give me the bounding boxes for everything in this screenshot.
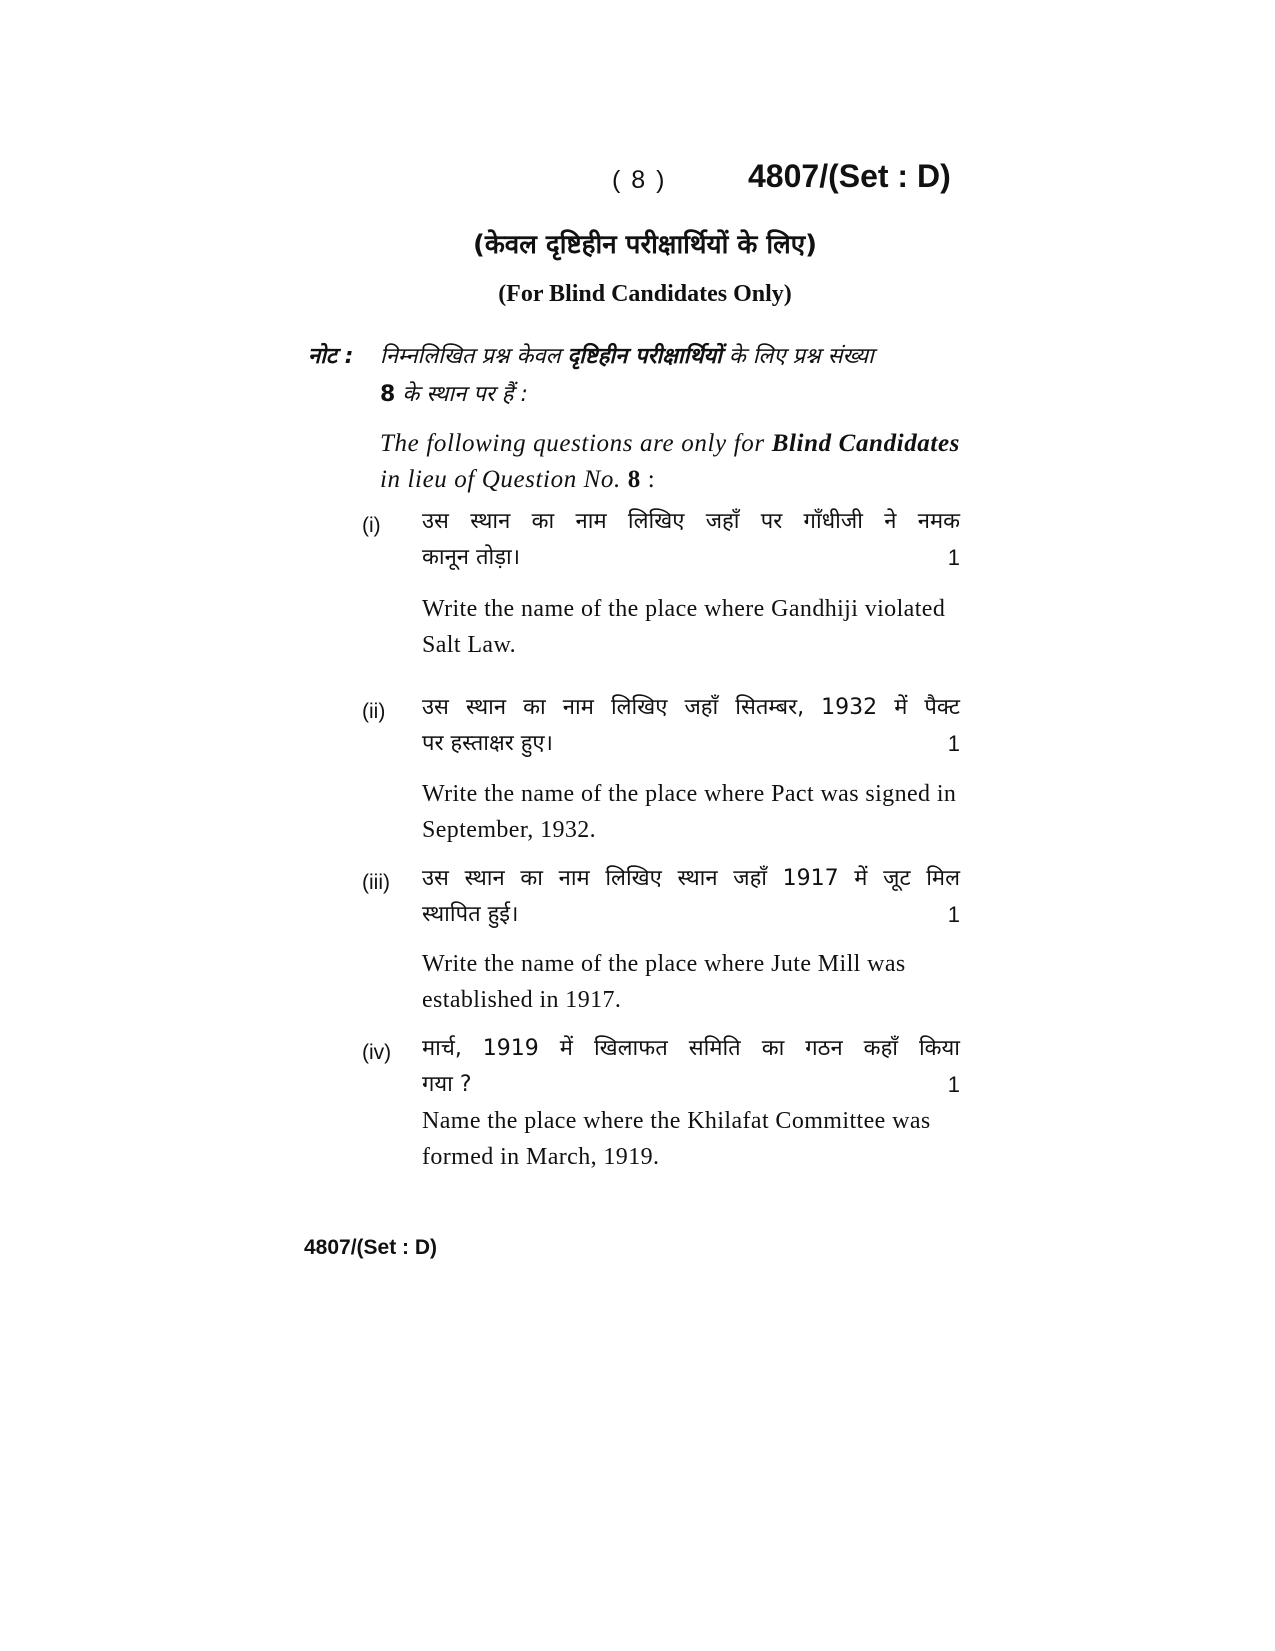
question-number: (iv) [362, 1041, 392, 1064]
note-label: नोट : [308, 344, 354, 369]
paper-code-footer: 4807/(Set : D) [304, 1236, 438, 1259]
note-hindi-bold: दृष्टिहीन परीक्षार्थियों [567, 344, 722, 369]
note-english-bold: Blind Candidates [771, 430, 960, 457]
question-english: Name the place where the Khilafat Committee was formed in March, 1919. [422, 1108, 931, 1170]
note-hindi-part2: के लिए प्रश्न संख्या [728, 344, 874, 369]
note-english-part2: in lieu of Question No. [380, 466, 621, 493]
question-hindi-line1: उस स्थान का नाम लिखिए जहाँ पर गाँधीजी ने नमक [422, 509, 960, 534]
question-marks: 1 [947, 731, 960, 756]
note-english-number: 8 [627, 466, 641, 493]
question-number: (iii) [362, 871, 390, 894]
note-hindi-part3: के स्थान पर हैं : [402, 382, 528, 407]
page-number: ( 8 ) [612, 166, 667, 194]
section-title-english: (For Blind Candidates Only) [498, 281, 792, 307]
question-hindi-line2 [422, 540, 960, 576]
section-title-hindi: (केवल दृष्टिहीन परीक्षार्थियों के लिए) [472, 230, 818, 260]
question-english: Write the name of the place where Gandhiji violated Salt Law. [422, 596, 946, 658]
question-hindi-line2 [422, 726, 960, 762]
question-hindi-text: गया ? [422, 1072, 472, 1097]
question-hindi-line1: मार्च, 1919 में खिलाफत समिति का गठन कहाँ किया [422, 1036, 960, 1061]
question-hindi-text: कानून तोड़ा। [422, 545, 521, 570]
note-hindi-part1: निम्नलिखित प्रश्न केवल [380, 344, 561, 369]
note-english-part1: The following questions are only for [380, 430, 765, 457]
question-hindi-text: पर हस्ताक्षर हुए। [422, 731, 553, 756]
note-hindi-number: 8 [380, 382, 396, 407]
question-marks: 1 [947, 545, 960, 570]
question-hindi-line2 [422, 897, 960, 933]
note-english [380, 426, 960, 498]
question-hindi-text: स्थापित हुई। [422, 902, 519, 927]
paper-code-header: 4807/(Set : D) [748, 158, 951, 194]
note-hindi [380, 338, 960, 414]
question-number: (i) [362, 514, 381, 537]
note-english-colon: : [647, 466, 656, 493]
question-english: Write the name of the place where Pact was signed in September, 1932. [422, 781, 957, 843]
question-marks: 1 [947, 902, 960, 927]
question-hindi-line1: उस स्थान का नाम लिखिए स्थान जहाँ 1917 में जूट मिल [422, 866, 960, 891]
question-english: Write the name of the place where Jute Mill was established in 1917. [422, 951, 906, 1013]
question-number: (ii) [362, 700, 386, 723]
question-hindi-line1: उस स्थान का नाम लिखिए जहाँ सितम्बर, 1932 में पैक्ट [422, 695, 960, 720]
question-hindi-line2 [422, 1067, 960, 1103]
question-marks: 1 [947, 1072, 960, 1097]
